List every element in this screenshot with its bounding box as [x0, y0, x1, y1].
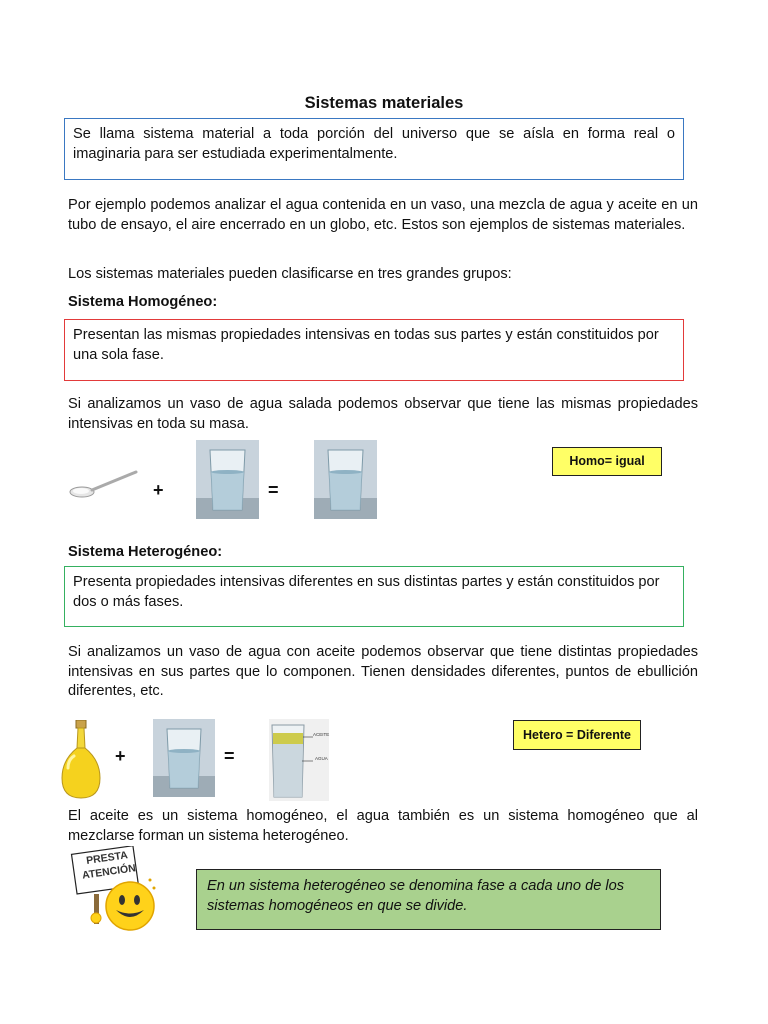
attention-sign-line2: ATENCIÓN [81, 862, 137, 882]
classification-paragraph: Los sistemas materiales pueden clasificarse en tres grandes grupos: [68, 266, 512, 282]
salt-water-glass-image [314, 440, 377, 519]
intro-paragraph: Por ejemplo podemos analizar el agua contenida en un vaso, una mezcla de agua y aceite en un tubo de ensayo, el aire encerrado en un globo, etc. Estos son ejemplos de sistemas materiales. [68, 197, 698, 233]
heterogeneous-heading: Sistema Heterogéneo: [68, 544, 223, 560]
heterogeneous-example: Si analizamos un vaso de agua con aceite podemos observar que tiene distintas propiedades intensivas en sus partes que lo componen. Tienen densidades diferentes, puntos de ebullición diferentes, etc. [68, 644, 698, 699]
conclusion-paragraph: El aceite es un sistema homogéneo, el agua también es un sistema homogéneo que al mezclarse forman un sistema heterogéneo. [68, 808, 698, 844]
oil-bottle-image [58, 720, 104, 800]
homo-tag: Homo= igual [552, 447, 662, 476]
spoon-image [68, 466, 140, 502]
homogeneous-example: Si analizamos un vaso de agua salada podemos observar que tiene las mismas propiedades intensivas en toda su masa. [68, 396, 698, 432]
plus-sign: + [153, 480, 164, 500]
plus-sign-2: + [115, 746, 126, 766]
page-title: Sistemas materiales [304, 94, 464, 112]
heterogeneous-definition-box: Presenta propiedades intensivas diferentes en sus distintas partes y están constituidos por dos o más fases. [64, 566, 684, 627]
attention-sign-image [70, 846, 162, 934]
equals-sign-2: = [224, 746, 235, 766]
attention-sign-line1: PRESTA [85, 849, 129, 867]
oil-water-glass-image [269, 719, 329, 801]
homogeneous-definition-box: Presentan las mismas propiedades intensivas en todas sus partes y están constituidos por una sola fase. [64, 319, 684, 381]
phase-note-box: En un sistema heterogéneo se denomina fase a cada uno de los sistemas homogéneos en que se divide. [196, 869, 661, 930]
water-glass-image-2 [153, 719, 215, 797]
water-glass-image [196, 440, 259, 519]
definition-box: Se llama sistema material a toda porción del universo que se aísla en forma real o imaginaria para ser estudiada experimentalmente. [64, 118, 684, 180]
equals-sign: = [268, 480, 279, 500]
oil-label: ACEITE [313, 732, 330, 737]
water-label: AGUA [315, 756, 328, 761]
hetero-tag: Hetero = Diferente [513, 720, 641, 750]
homogeneous-heading: Sistema Homogéneo: [68, 294, 218, 310]
